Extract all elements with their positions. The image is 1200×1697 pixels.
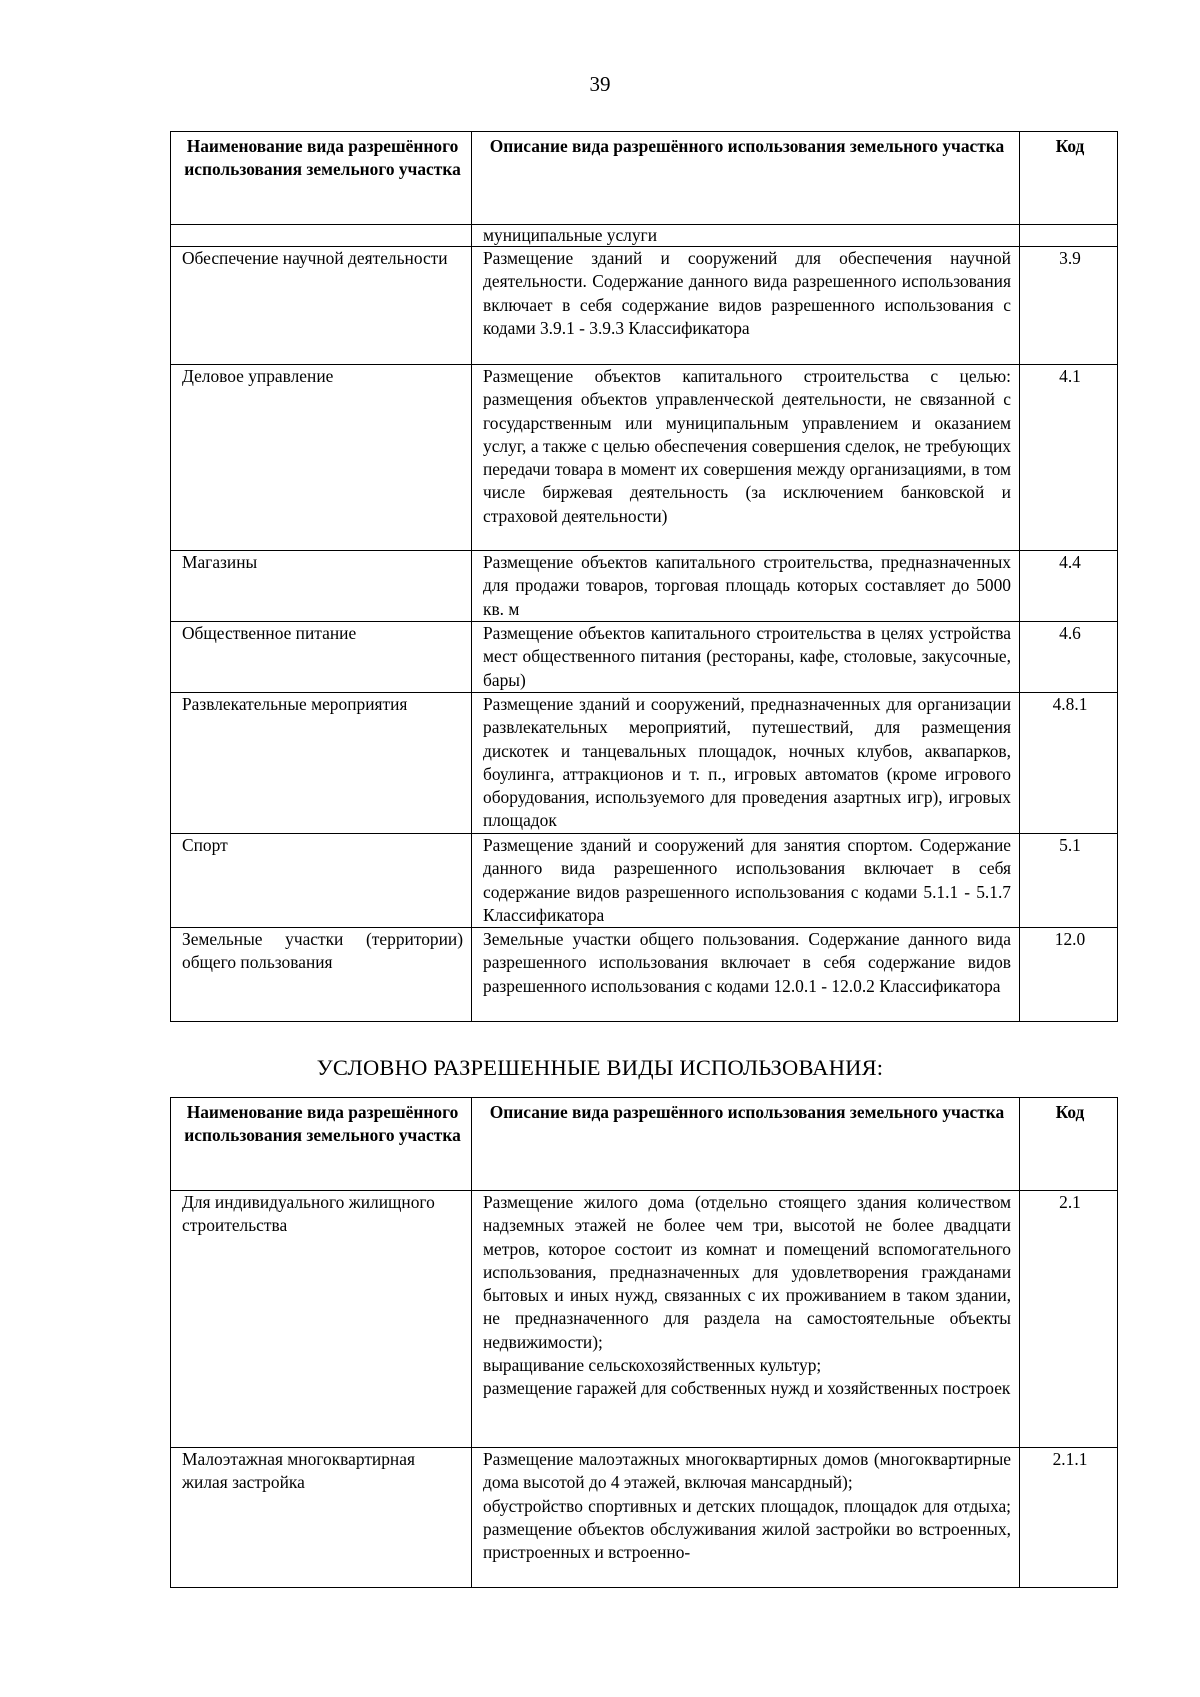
cell-name: Для индивидуального жилищного строительства — [171, 1191, 472, 1448]
cell-name: Спорт — [171, 834, 472, 928]
cell-description — [472, 928, 1020, 1022]
cell-name: Общественное питание — [171, 622, 472, 693]
table-header-row — [171, 132, 1118, 225]
cell-description — [472, 247, 1020, 365]
cell-code: 12.0 — [1020, 928, 1118, 1022]
cell-code: 3.9 — [1020, 247, 1118, 365]
cell-code: 2.1.1 — [1020, 1448, 1118, 1588]
cell-description — [472, 365, 1020, 551]
permitted-use-table — [170, 131, 1118, 1022]
description-paragraph: Размещение зданий и сооружений для занятия спортом. Содержание данного вида разрешенного использования включает в себя содержание видов разрешенного использования с кодами 5.1.1 - 5.1.7 Классификатора — [483, 835, 1011, 925]
cell-description — [472, 1448, 1020, 1588]
header-description: Описание вида разрешённого использования земельного участка — [472, 1098, 1020, 1191]
header-code: Код — [1020, 1098, 1118, 1191]
cell-name: Магазины — [171, 551, 472, 622]
description-paragraph: Размещение объектов капитального строительства в целях устройства мест общественного питания (рестораны, кафе, столовые, закусочные, бары) — [483, 623, 1011, 690]
cell-code: 4.6 — [1020, 622, 1118, 693]
cell-name: Малоэтажная многоквартирная жилая застройка — [171, 1448, 472, 1588]
cell-code: 5.1 — [1020, 834, 1118, 928]
description-paragraph: Земельные участки общего пользования. Содержание данного вида разрешенного использования включает в себя содержание видов разрешенного использования с кодами 12.0.1 - 12.0.2 Классификатора — [483, 929, 1011, 996]
table-row — [171, 247, 1118, 365]
cell-code: 2.1 — [1020, 1191, 1118, 1448]
cell-code: 4.8.1 — [1020, 693, 1118, 834]
cell-code: 4.4 — [1020, 551, 1118, 622]
description-paragraph: выращивание сельскохозяйственных культур; — [483, 1355, 822, 1376]
table-row — [171, 1448, 1118, 1588]
table-header-row — [171, 1098, 1118, 1191]
table-row — [171, 551, 1118, 622]
table-row — [171, 622, 1118, 693]
cell-name: Деловое управление — [171, 365, 472, 551]
description-paragraph: Размещение жилого дома (отдельно стоящего здания количеством надземных этажей не более чем три, высотой не более двадцати метров, которое состоит из комнат и помещений вспомогательного использования, предназначенных для удовлетворения гражданами бытовых и иных нужд, связанных с их проживанием в таком здании, не предназначенного для раздела на самостоятельные объекты недвижимости); — [483, 1192, 1011, 1352]
description-paragraph: Размещение объектов капитального строительства с целью: размещения объектов управленческой деятельности, не связанной с государственным или муниципальным управлением и оказанием услуг, а также с целью обеспечения совершения сделок, не требующих передачи товара в момент их совершения между организациями, в том числе биржевая деятельность (за исключением банковской и страховой деятельности) — [483, 366, 1011, 526]
description-paragraph: Размещение малоэтажных многоквартирных домов (многоквартирные дома высотой до 4 этажей, включая мансардный); — [483, 1449, 1011, 1493]
cell-name: Обеспечение научной деятельности — [171, 247, 472, 365]
table-row — [171, 928, 1118, 1022]
table-row — [171, 834, 1118, 928]
conditionally-permitted-use-table — [170, 1097, 1118, 1588]
cell-description — [472, 622, 1020, 693]
page-number: 39 — [589, 72, 611, 96]
table-row — [171, 365, 1118, 551]
cell-name: Развлекательные мероприятия — [171, 693, 472, 834]
cell-code: 4.1 — [1020, 365, 1118, 551]
cell-code — [1020, 225, 1118, 247]
cell-description — [472, 1191, 1020, 1448]
description-paragraph: размещение гаражей для собственных нужд и хозяйственных построек — [483, 1378, 1011, 1399]
header-name: Наименование вида разрешённого использования земельного участка — [171, 1098, 472, 1191]
description-paragraph: Размещение зданий и сооружений для обеспечения научной деятельности. Содержание данного вида разрешенного использования включает в себя содержание видов разрешенного использования с кодами 3.9.1 - 3.9.3 Классификатора — [483, 248, 1011, 338]
table-row — [171, 693, 1118, 834]
header-description: Описание вида разрешённого использования земельного участка — [472, 132, 1020, 225]
description-paragraph: обустройство спортивных и детских площадок, площадок для отдыха; размещение объектов обслуживания жилой застройки во встроенных, пристроенных и встроенно- — [483, 1495, 1011, 1563]
section-title: УСЛОВНО РАЗРЕШЕННЫЕ ВИДЫ ИСПОЛЬЗОВАНИЯ: — [316, 1055, 884, 1080]
cell-description — [472, 693, 1020, 834]
cell-description: муниципальные услуги — [472, 225, 1020, 247]
cell-description — [472, 834, 1020, 928]
table-row — [171, 1191, 1118, 1448]
table-row-continuation — [171, 225, 1118, 247]
cell-description — [472, 551, 1020, 622]
description-paragraph: Размещение зданий и сооружений, предназначенных для организации развлекательных мероприятий, путешествий, для размещения дискотек и танцевальных площадок, ночных клубов, аквапарков, боулинга, аттракционов и т. п., игровых автоматов (кроме игрового оборудования, используемого для проведения азартных игр), игровых площадок — [483, 694, 1011, 831]
header-code: Код — [1020, 132, 1118, 225]
description-paragraph: Размещение объектов капитального строительства, предназначенных для продажи товаров, торговая площадь которых составляет до 5000 кв. м — [483, 552, 1011, 619]
cell-name — [171, 225, 472, 247]
header-name: Наименование вида разрешённого использования земельного участка — [171, 132, 472, 225]
cell-name: Земельные участки (территории) общего пользования — [171, 928, 472, 1022]
